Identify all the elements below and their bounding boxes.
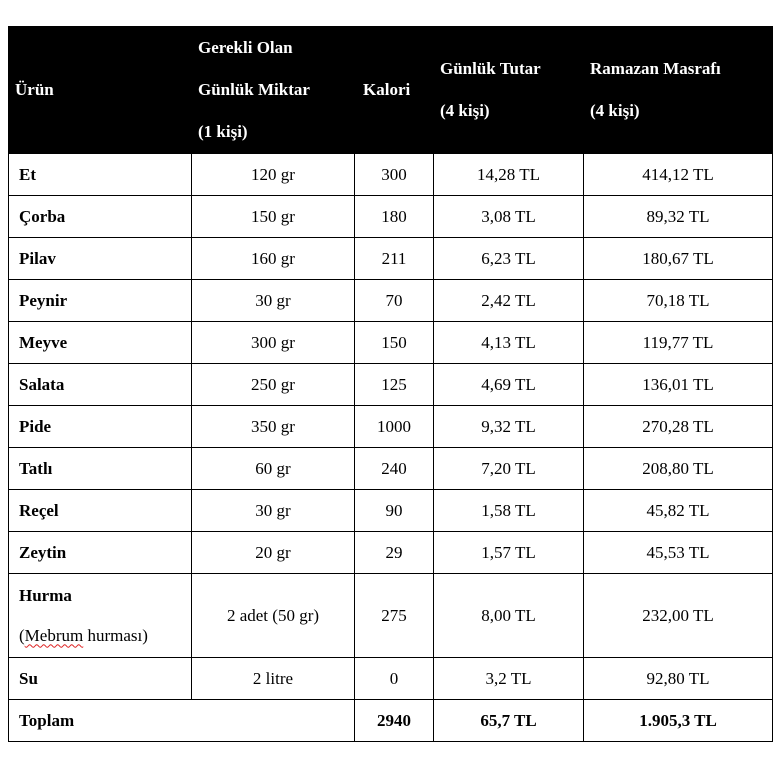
cell-daily: 3,08 TL [434, 196, 584, 238]
total-label: Toplam [9, 700, 355, 742]
header-ramadan-line1: Ramazan Masrafı [590, 59, 721, 78]
table-row [9, 490, 773, 532]
cell-product: Tatlı [9, 448, 192, 490]
header-daily-line2: (4 kişi) [440, 101, 490, 120]
cell-calorie: 150 [355, 322, 434, 364]
cell-daily: 4,69 TL [434, 364, 584, 406]
cell-product: Reçel [9, 490, 192, 532]
ramadan-cost-table [8, 26, 773, 742]
cell-ramadan: 414,12 TL [584, 154, 773, 196]
cell-ramadan: 136,01 TL [584, 364, 773, 406]
cell-daily: 3,2 TL [434, 658, 584, 700]
cell-daily: 8,00 TL [434, 574, 584, 658]
table-row [9, 280, 773, 322]
header-product: Ürün [9, 27, 192, 154]
header-amount-line2: Günlük Miktar [198, 80, 310, 99]
cell-product: Zeytin [9, 532, 192, 574]
cell-daily: 9,32 TL [434, 406, 584, 448]
cell-ramadan: 45,53 TL [584, 532, 773, 574]
cell-product-sub: (Mebrum hurması) [19, 625, 148, 645]
cell-amount: 60 gr [192, 448, 355, 490]
header-amount [192, 27, 355, 154]
table-row [9, 532, 773, 574]
cell-product: Salata [9, 364, 192, 406]
table-row [9, 448, 773, 490]
cell-calorie: 70 [355, 280, 434, 322]
cell-ramadan: 232,00 TL [584, 574, 773, 658]
cell-amount: 2 litre [192, 658, 355, 700]
cell-amount: 250 gr [192, 364, 355, 406]
cell-calorie: 90 [355, 490, 434, 532]
header-calorie: Kalori [355, 27, 434, 154]
cell-calorie: 125 [355, 364, 434, 406]
cell-daily: 7,20 TL [434, 448, 584, 490]
table-row [9, 322, 773, 364]
total-ramadan: 1.905,3 TL [584, 700, 773, 742]
table-row [9, 154, 773, 196]
cell-ramadan: 119,77 TL [584, 322, 773, 364]
cell-daily: 1,57 TL [434, 532, 584, 574]
cell-amount: 20 gr [192, 532, 355, 574]
table-row [9, 658, 773, 700]
spellcheck-word: Mebrum [24, 625, 84, 645]
table-row [9, 364, 773, 406]
cell-amount: 2 adet (50 gr) [192, 574, 355, 658]
cell-daily: 14,28 TL [434, 154, 584, 196]
header-ramadan-line2: (4 kişi) [590, 101, 640, 120]
cell-ramadan: 92,80 TL [584, 658, 773, 700]
table-row [9, 406, 773, 448]
cell-calorie: 211 [355, 238, 434, 280]
cell-ramadan: 89,32 TL [584, 196, 773, 238]
total-row [9, 700, 773, 742]
header-daily [434, 27, 584, 154]
cell-amount: 160 gr [192, 238, 355, 280]
cell-calorie: 1000 [355, 406, 434, 448]
cell-calorie: 275 [355, 574, 434, 658]
cell-product: Su [9, 658, 192, 700]
cell-daily: 4,13 TL [434, 322, 584, 364]
cell-ramadan: 270,28 TL [584, 406, 773, 448]
cell-amount: 150 gr [192, 196, 355, 238]
cell-product: Et [9, 154, 192, 196]
header-daily-line1: Günlük Tutar [440, 59, 541, 78]
cell-amount: 30 gr [192, 490, 355, 532]
total-daily: 65,7 TL [434, 700, 584, 742]
cell-daily: 2,42 TL [434, 280, 584, 322]
cell-product: Pilav [9, 238, 192, 280]
cell-product: Pide [9, 406, 192, 448]
total-calorie: 2940 [355, 700, 434, 742]
cell-amount: 120 gr [192, 154, 355, 196]
header-amount-line3: (1 kişi) [198, 122, 248, 141]
cell-daily: 1,58 TL [434, 490, 584, 532]
table-wrapper [8, 26, 773, 742]
header-row [9, 27, 773, 154]
cell-ramadan: 208,80 TL [584, 448, 773, 490]
cell-calorie: 29 [355, 532, 434, 574]
cell-calorie: 180 [355, 196, 434, 238]
cell-product [9, 574, 192, 658]
cell-ramadan: 180,67 TL [584, 238, 773, 280]
cell-calorie: 240 [355, 448, 434, 490]
cell-daily: 6,23 TL [434, 238, 584, 280]
cell-product: Çorba [9, 196, 192, 238]
cell-calorie: 300 [355, 154, 434, 196]
cell-product-main: Hurma [19, 585, 72, 605]
cell-ramadan: 70,18 TL [584, 280, 773, 322]
cell-amount: 350 gr [192, 406, 355, 448]
table-row [9, 238, 773, 280]
cell-amount: 300 gr [192, 322, 355, 364]
cell-product: Peynir [9, 280, 192, 322]
cell-calorie: 0 [355, 658, 434, 700]
header-amount-line1: Gerekli Olan [198, 38, 293, 57]
table-row [9, 196, 773, 238]
cell-product: Meyve [9, 322, 192, 364]
cell-ramadan: 45,82 TL [584, 490, 773, 532]
table-row-hurma [9, 574, 773, 658]
cell-amount: 30 gr [192, 280, 355, 322]
header-ramadan [584, 27, 773, 154]
